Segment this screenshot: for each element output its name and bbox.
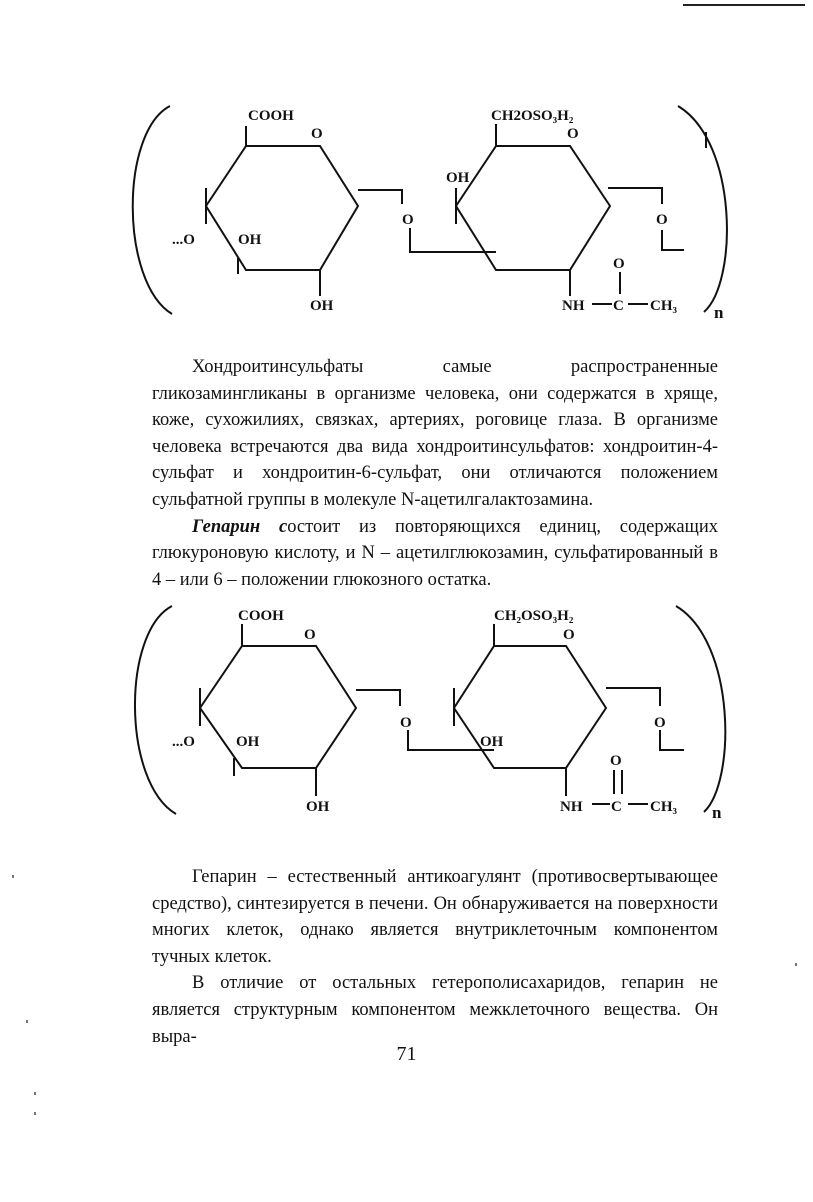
glycosidic-oxygen-right: O	[654, 715, 666, 731]
heparin-formula	[0, 592, 813, 832]
ch2-sulfate-label: CH2OSO₃H₂	[491, 108, 574, 124]
amide-nh: NH	[560, 799, 583, 815]
glycosidic-oxygen-right: O	[656, 212, 668, 228]
right-bracket	[678, 106, 727, 312]
methyl-group: CH₃	[650, 298, 677, 314]
heparin-structure-text: остоит из повторяющихся единиц, содержащих глюкуроновую кислоту, и N – ацетилглюкозамин, сульфатированный в 4 – или 6 – положении глюкозного остатка.	[152, 516, 718, 590]
chondroitin-structure-svg	[0, 92, 813, 332]
carbonyl-carbon: C	[611, 799, 622, 815]
ring1-oxygen: O	[311, 126, 323, 142]
carbonyl-oxygen: O	[610, 753, 622, 769]
scan-speck	[26, 1020, 28, 1023]
bottom-hydroxyl: OH	[310, 298, 334, 314]
left-bracket	[133, 106, 172, 314]
amide-nh: NH	[562, 298, 585, 314]
ring2-hydroxyl: OH	[446, 170, 470, 186]
bridge-oxygen: O	[402, 212, 414, 228]
glycosidic-oxygen-left: ...O	[172, 232, 195, 248]
glycosidic-oxygen-left: ...O	[172, 734, 195, 750]
page-number: 71	[396, 1043, 417, 1065]
bottom-hydroxyl: OH	[306, 799, 330, 815]
paragraph-heparin-structure	[152, 514, 718, 594]
chondroitin-sulfate-formula	[0, 92, 813, 332]
heparin-term: Гепарин с	[192, 516, 288, 537]
repeat-index: n	[712, 803, 722, 822]
carbonyl-carbon: C	[613, 298, 624, 314]
paragraph-chondroitin: Хондроитинсульфаты самые распространенные гликозамингликаны в организме человека, они содержатся в хряще, коже, сухожилиях, связках, артериях, роговице глаза. В организме человека встречаются два вида хондроитинсульфатов: хондроитин-4-сульфат и хондроитин-6-сульфат, они отличаются положением сульфатной группы в молекуле N-ацетилгалактозамина.	[152, 357, 718, 510]
bridge-oxygen: O	[400, 715, 412, 731]
cooh-label: COOH	[248, 108, 294, 124]
ring1-hydroxyl: OH	[238, 232, 262, 248]
text-block-1	[152, 354, 718, 593]
scan-speck	[34, 1112, 36, 1115]
scan-speck	[795, 963, 797, 966]
ring1-hydroxyl: OH	[236, 734, 260, 750]
scan-speck	[12, 875, 14, 878]
ch2-sulfate-label: CH₂OSO₃H₂	[494, 608, 574, 624]
carbonyl-oxygen: O	[613, 256, 625, 272]
header-rule	[683, 4, 805, 6]
cooh-label: COOH	[238, 608, 284, 624]
scan-speck	[34, 1092, 36, 1095]
ring2-oxygen: O	[567, 126, 579, 142]
ring2-oxygen: O	[563, 627, 575, 643]
ring1-hexagon	[206, 146, 358, 270]
right-bracket	[676, 606, 725, 812]
heparin-structure-svg	[0, 592, 813, 832]
ring1-oxygen: O	[304, 627, 316, 643]
ring1-hexagon	[200, 646, 356, 768]
repeat-index: n	[714, 303, 724, 322]
paragraph-heparin-location: В отличие от остальных гетерополисахаридов, гепарин не является структурным компонентом межклеточного вещества. Он выра-	[152, 973, 718, 1047]
ring2-hydroxyl: OH	[480, 734, 504, 750]
left-bracket	[135, 606, 176, 814]
text-block-2	[152, 864, 718, 1050]
paragraph-heparin-anticoagulant: Гепарин – естественный антикоагулянт (противосвертывающее средство), синтезируется в печени. Он обнаруживается на поверхности многих клеток, однако является внутриклеточным компонентом тучных клеток.	[152, 867, 718, 967]
methyl-group: CH₃	[650, 799, 677, 815]
